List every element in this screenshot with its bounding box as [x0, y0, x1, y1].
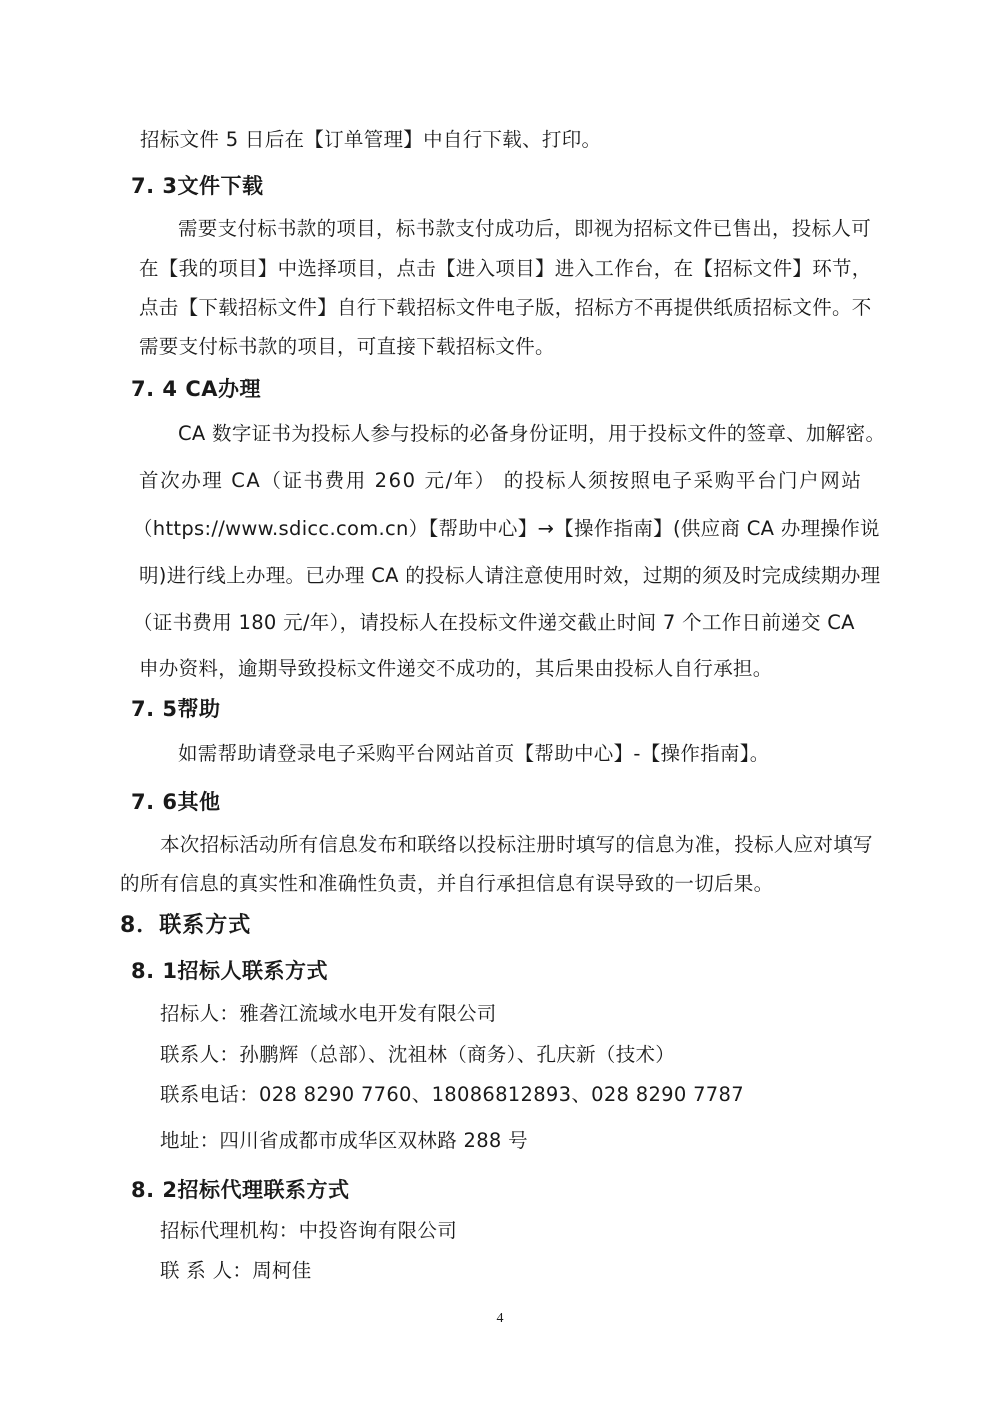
paragraph-line: 首次办理 CA（证书费用 260 元/年） 的投标人须按照电子采购平台门户网站 — [139, 469, 863, 492]
paragraph-line: 如需帮助请登录电子采购平台网站首页【帮助中心】-【操作指南】。 — [178, 742, 770, 765]
contact-line: 联系人：孙鹏辉（总部）、沈祖林（商务）、孔庆新（技术） — [160, 1043, 676, 1066]
paragraph-line: （https://www.sdicc.com.cn）【帮助中心】→【操作指南】(供应商 CA 办理操作说 — [133, 517, 880, 540]
paragraph-line: 需要支付标书款的项目，标书款支付成功后，即视为招标文件已售出，投标人可 — [178, 217, 872, 240]
section-heading-7-5: 7. 5帮助 — [131, 697, 221, 721]
paragraph-line: 招标文件 5 日后在【订单管理】中自行下载、打印。 — [140, 128, 602, 151]
contact-line: 招标人：雅砻江流域水电开发有限公司 — [160, 1002, 497, 1025]
paragraph-line: 的所有信息的真实性和准确性负责，并自行承担信息有误导致的一切后果。 — [120, 872, 774, 895]
contact-line: 联 系 人：周柯佳 — [160, 1259, 312, 1282]
contact-line: 招标代理机构：中投咨询有限公司 — [160, 1219, 458, 1242]
section-heading-7-3: 7. 3文件下载 — [131, 174, 264, 198]
paragraph-line: 明)进行线上办理。已办理 CA 的投标人请注意使用时效，过期的须及时完成续期办理 — [139, 564, 881, 587]
contact-line: 地址：四川省成都市成华区双林路 288 号 — [160, 1129, 528, 1152]
paragraph-line: 本次招标活动所有信息发布和联络以投标注册时填写的信息为准，投标人应对填写 — [160, 833, 873, 856]
section-heading-7-6: 7. 6其他 — [131, 790, 221, 814]
section-heading-7-4: 7. 4 CA办理 — [131, 377, 261, 401]
paragraph-line: 申办资料，逾期导致投标文件递交不成功的，其后果由投标人自行承担。 — [139, 657, 773, 680]
paragraph-line: 需要支付标书款的项目，可直接下载招标文件。 — [139, 335, 555, 358]
paragraph-line: （证书费用 180 元/年），请投标人在投标文件递交截止时间 7 个工作日前递交 CA — [133, 611, 855, 634]
section-heading-8: 8．联系方式 — [120, 913, 252, 938]
paragraph-line: CA 数字证书为投标人参与投标的必备身份证明，用于投标文件的签章、加解密。 — [178, 422, 886, 445]
page-number: 4 — [496, 1311, 504, 1326]
contact-line: 联系电话：028 8290 7760、18086812893、028 8290 7787 — [160, 1083, 744, 1106]
paragraph-line: 点击【下载招标文件】自行下载招标文件电子版，招标方不再提供纸质招标文件。不 — [139, 296, 872, 319]
section-heading-8-2: 8. 2招标代理联系方式 — [131, 1178, 350, 1202]
section-heading-8-1: 8. 1招标人联系方式 — [131, 959, 329, 983]
paragraph-line: 在【我的项目】中选择项目，点击【进入项目】进入工作台，在【招标文件】环节， — [139, 257, 872, 280]
